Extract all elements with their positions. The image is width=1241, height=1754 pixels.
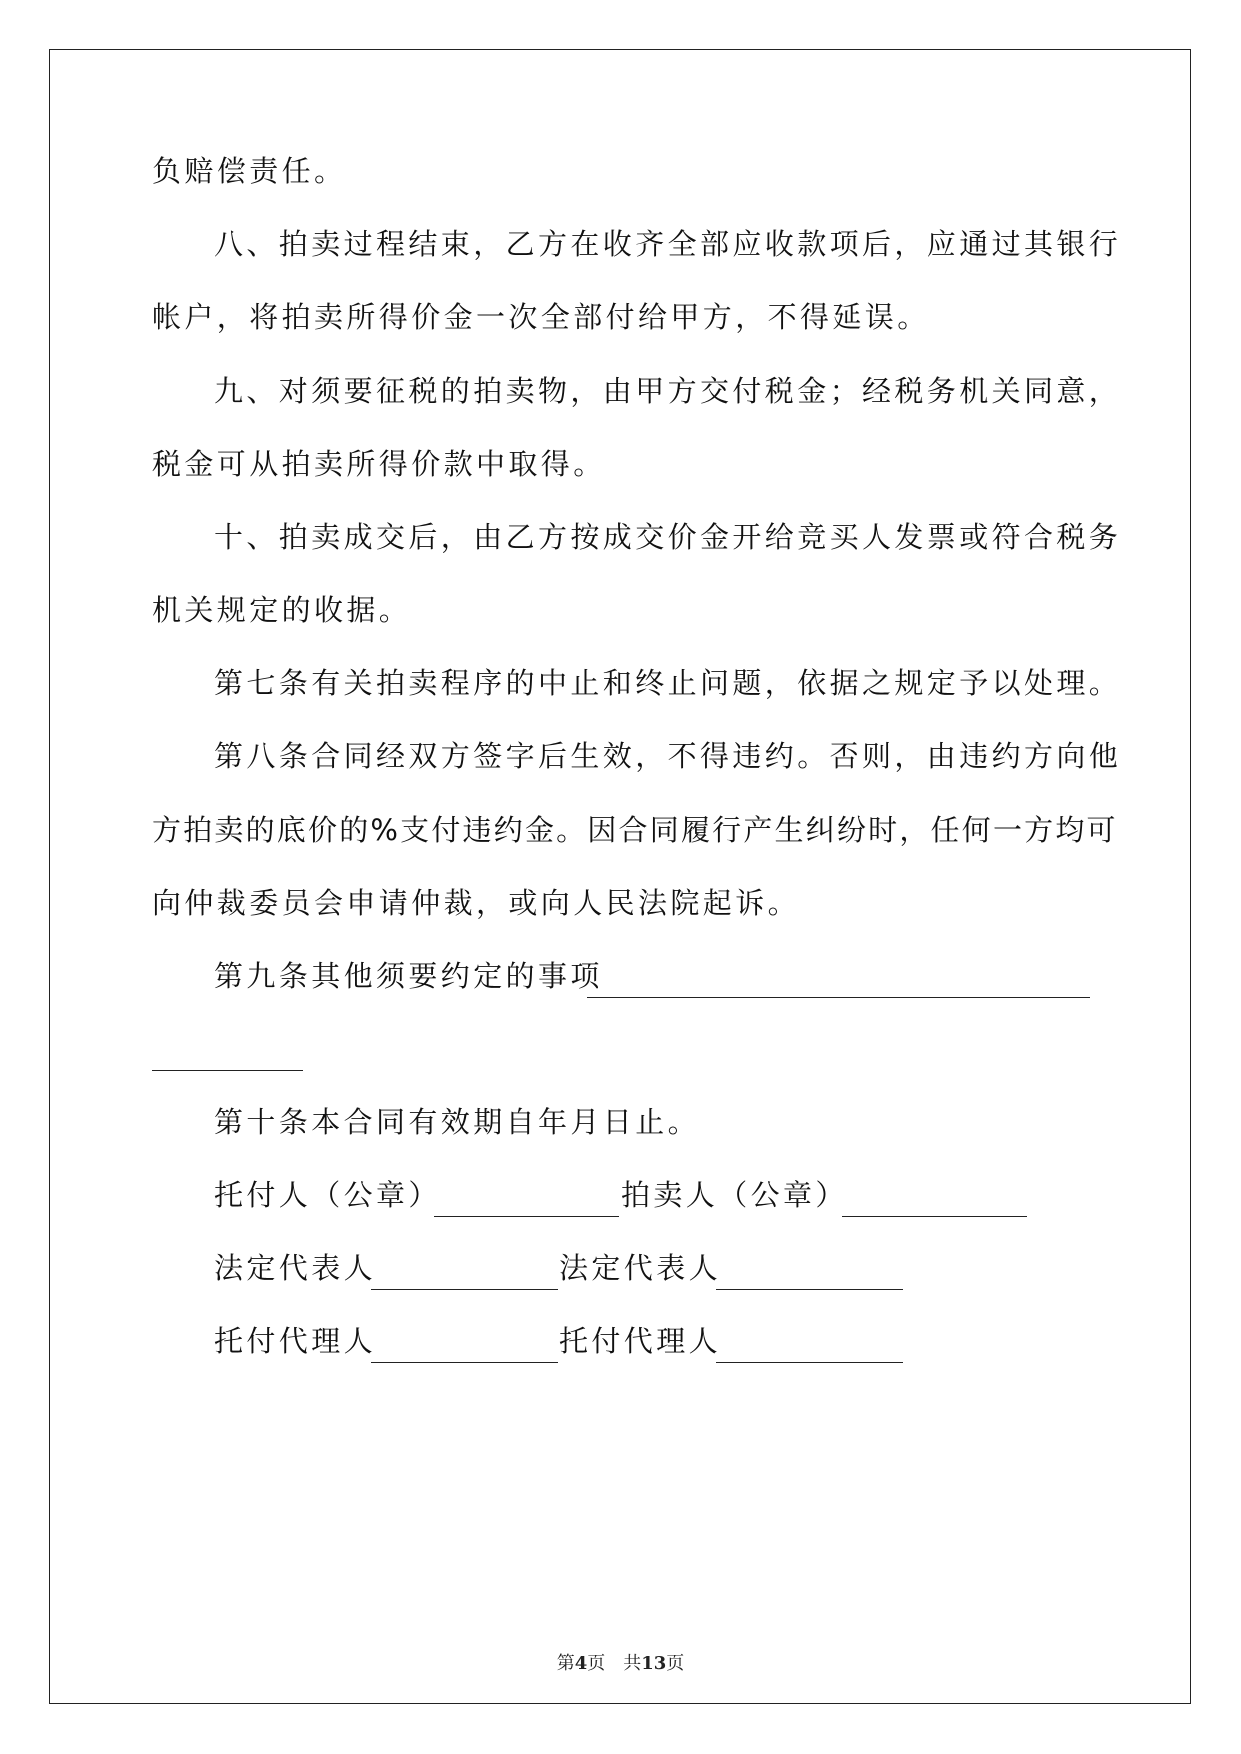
- page-number: 4: [574, 1653, 588, 1674]
- text-line: 负赔偿责任。: [152, 154, 347, 188]
- agent-label: 托付代理人: [559, 1324, 722, 1358]
- fill-in-blank: [434, 1216, 619, 1217]
- text-line: 九、对须要征税的拍卖物，由甲方交付税金；经税务机关同意，: [214, 374, 1122, 408]
- entrustor-seal-label: 托付人（公章）: [214, 1178, 441, 1212]
- text-line: 八、拍卖过程结束，乙方在收齐全部应收款项后，应通过其银行: [214, 227, 1122, 261]
- total-suffix: 页: [666, 1653, 685, 1674]
- text-line: 方拍卖的底价的%支付违约金。因合同履行产生纠纷时，任何一方均可: [152, 813, 1118, 847]
- text-line: 第十条本合同有效期自年月日止。: [214, 1105, 701, 1139]
- agent-label: 托付代理人: [214, 1324, 377, 1358]
- total-prefix: 共: [623, 1653, 642, 1674]
- legal-rep-label: 法定代表人: [559, 1251, 722, 1285]
- fill-in-blank: [716, 1362, 903, 1363]
- total-pages: 13: [641, 1653, 667, 1674]
- text-line: 第八条合同经双方签字后生效，不得违约。否则，由违约方向他: [214, 739, 1122, 773]
- text-line: 向仲裁委员会申请仲裁，或向人民法院起诉。: [152, 886, 801, 920]
- fill-in-blank: [371, 1289, 558, 1290]
- fill-in-blank: [842, 1216, 1027, 1217]
- text-line: 机关规定的收据。: [152, 593, 412, 627]
- auctioneer-seal-label: 拍卖人（公章）: [621, 1178, 848, 1212]
- page-prefix: 第: [556, 1653, 575, 1674]
- text-line: 第七条有关拍卖程序的中止和终止问题，依据之规定予以处理。: [214, 666, 1122, 700]
- fill-in-blank: [716, 1289, 903, 1290]
- fill-in-blank: [152, 1070, 303, 1071]
- legal-rep-label: 法定代表人: [214, 1251, 377, 1285]
- page-footer: [0, 1652, 1241, 1676]
- text-line: 十、拍卖成交后，由乙方按成交价金开给竞买人发票或符合税务: [214, 520, 1122, 554]
- text-line: 帐户，将拍卖所得价金一次全部付给甲方，不得延误。: [152, 300, 930, 334]
- text-line: 税金可从拍卖所得价款中取得。: [152, 447, 606, 481]
- text-line: 第九条其他须要约定的事项: [214, 959, 603, 993]
- fill-in-blank: [371, 1362, 558, 1363]
- fill-in-blank: [587, 997, 1090, 998]
- page-suffix: 页: [587, 1653, 606, 1674]
